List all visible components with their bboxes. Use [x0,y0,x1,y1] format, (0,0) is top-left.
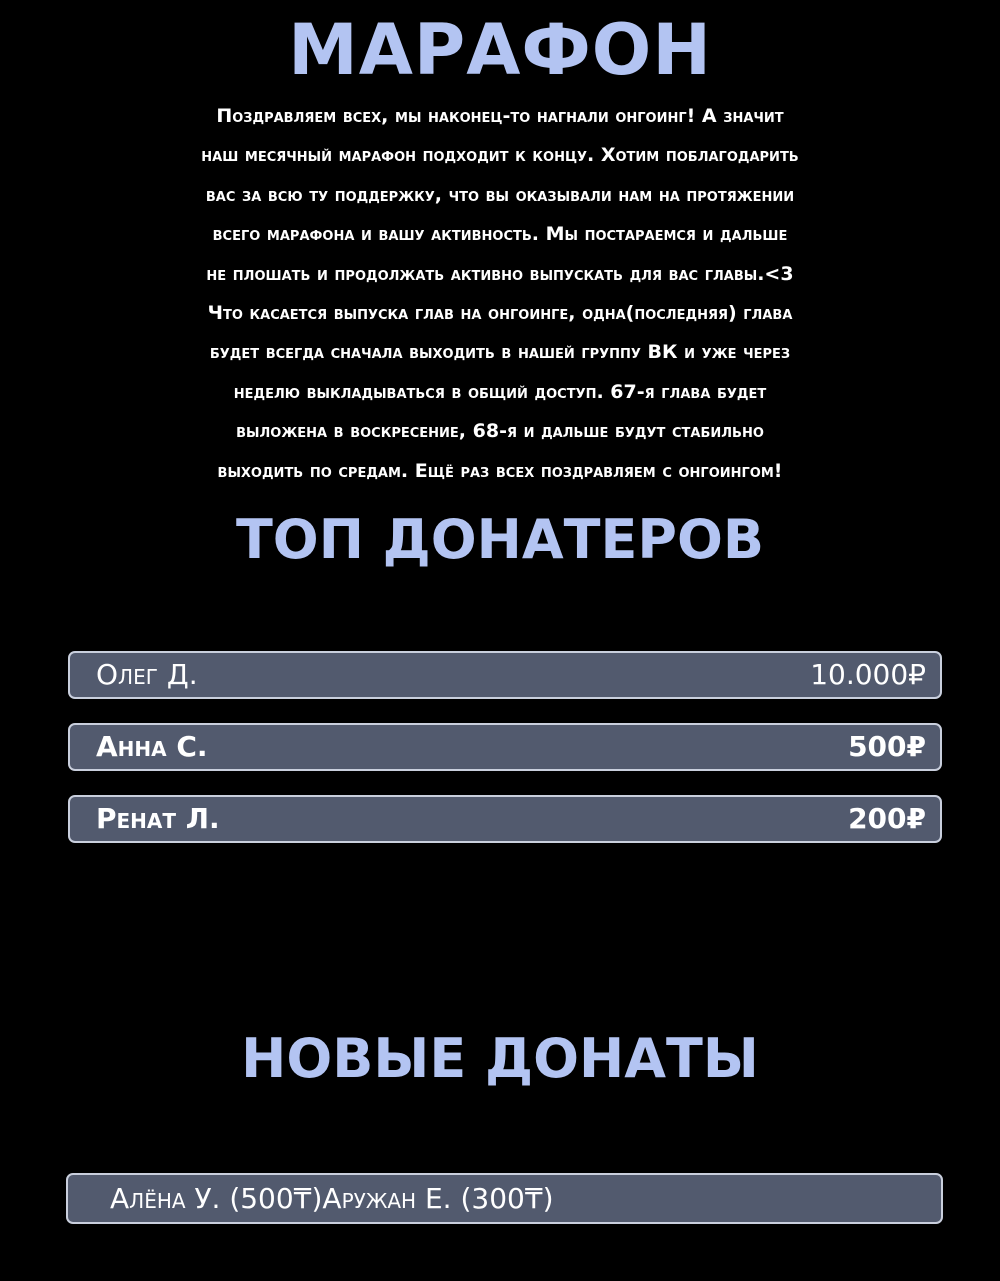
top-donors-title: ТОП ДОНАТЕРОВ [235,508,765,571]
new-donations-entries: Алёна У. (500₸)Аружан Е. (300₸) [110,1182,554,1215]
donor-row [68,651,942,699]
donor-name: Анна С. [96,730,208,763]
donor-row [68,723,942,771]
donor-name: Олег Д. [96,658,198,691]
new-donations-row [66,1173,943,1224]
page-title: МАРАФОН [288,9,712,91]
new-donations-title: НОВЫЕ ДОНАТЫ [241,1027,759,1090]
donor-row [68,795,942,843]
donor-amount: 200₽ [848,802,926,835]
donor-amount: 10.000₽ [810,658,926,691]
donor-name: Ренат Л. [96,802,220,835]
donor-amount: 500₽ [848,730,926,763]
intro-paragraph: Поздравляем всех, мы наконец-то нагнали онгоинг! А значит наш месячный марафон подходит к концу. Хотим поблагодарить вас за всю ту поддержку, что вы оказывали нам на протяжении всего марафона и вашу активность. Мы постараемся и дальше не плошать и продолжать активно выпускать для вас главы.<3 Что касается выпуска глав на онгоинге, одна(последняя) глава будет всегда сначала выходить в нашей группу ВК и уже через неделю выкладываться в общий доступ. 67-я глава будет выложена в воскресение, 68-я и дальше будут стабильно выходить по средам. Ещё раз всех поздравляем с онгоингом! [201,105,799,482]
